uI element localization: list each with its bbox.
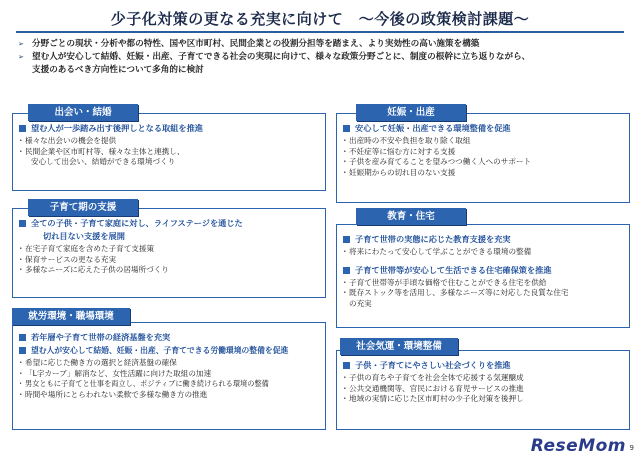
list-item: ・ 保育サービスの更なる充実	[17, 254, 117, 264]
square-bullet-icon	[19, 334, 26, 341]
intro-list	[12, 38, 628, 77]
arrow-marker-icon: ➢	[18, 53, 24, 61]
intro-text: 支援のあるべき方向性について多角的に検討	[32, 65, 204, 75]
intro-text: 分野ごとの現状・分析や都の特性、国や区市町村、民間企業との役割分担等を踏まえ、より実効性の高い施策を構築	[32, 39, 480, 49]
list-item: ・ 在宅子育て家庭を含めた子育て支援策	[17, 244, 155, 253]
section-label-ninshin: 妊娠・出産	[356, 104, 466, 121]
square-bullet-icon	[19, 347, 26, 354]
list-item: ・ 希望に応じた働き方の選択と経済基盤の確保	[17, 358, 177, 367]
list-item: ・ 時間や場所にとらわれない柔軟で多様な働き方の推進	[17, 389, 208, 399]
list-item: ・ 子育て世帯等が手頃な価格で住むことができる住宅を供給	[341, 277, 547, 287]
section-heading: 望む人が安心して結婚、妊娠・出産、子育てできる労働環境の整備を促進	[17, 345, 321, 356]
section-box-kyoiku	[336, 224, 630, 328]
section-label-shuro: 就労環境・職場環境	[12, 308, 130, 325]
list-item: ・ 男女ともに子育てと仕事を両立し、ポジティブに働き続けられる環境の整備	[17, 379, 269, 389]
list-item: ・ 様々な出会いの機会を提供	[17, 136, 117, 145]
section-heading: 子供・子育てにやさしい社会づくりを推進	[341, 360, 625, 371]
section-heading: 望む人が一歩踏み出す後押しとなる取組を推進	[17, 123, 321, 134]
title-rule	[16, 31, 624, 33]
section-heading: 全ての子供・子育て家庭に対し、ライフステージを通じた	[17, 218, 321, 229]
list-item: ・ 不妊症等に悩む方に対する支援	[341, 146, 456, 156]
page-number: 9	[629, 444, 634, 452]
list-item: ・ 「L字カーブ」解消など、女性活躍に向けた取組の加速	[17, 368, 212, 378]
list-item: ・ 子供の育ちや子育てを社会全体で応援する気運醸成	[341, 373, 524, 382]
section-heading: 子育て世帯の実態に応じた教育支援を充実	[341, 234, 625, 245]
list-item: ・ 公共交通機関等、官民における育児サービスの推進	[341, 383, 524, 393]
section-heading: 切れ目ない支援を展開	[43, 231, 125, 241]
section-label-kosodate: 子育て期の支援	[28, 199, 138, 216]
list-item: ・ 地域の実情に応じた区市町村の少子化対策を後押し	[341, 394, 524, 404]
section-heading: 子育て世帯等が安心して生活できる住宅確保策を推進	[341, 265, 625, 276]
section-box-shuro	[12, 322, 326, 430]
square-bullet-icon	[343, 267, 350, 274]
list-item: ・ 多様なニーズに応えた子供の居場所づくり	[17, 265, 169, 275]
square-bullet-icon	[19, 220, 26, 227]
resemom-logo: ReseMom	[530, 436, 626, 456]
list-item: ・ 既存ストック等を活用し、多様なニーズ等に対応した良質な住宅	[341, 288, 569, 298]
list-item: ・ 子供を産み育てることを望みつつ働く人へのサポート	[341, 157, 532, 167]
section-label-shakai: 社会気運・環境整備	[340, 338, 458, 355]
square-bullet-icon	[19, 125, 26, 132]
list-item: ・ 出産時の不安や負担を取り除く取組	[341, 136, 471, 145]
section-label-kyoiku: 教育・住宅	[356, 208, 466, 225]
intro-item	[12, 38, 628, 51]
list-item: ・ 民間企業や区市町村等、様々な主体と連携し、	[17, 146, 185, 156]
section-heading: 若年層や子育て世帯の経済基盤を充実	[17, 332, 321, 343]
square-bullet-icon	[343, 362, 350, 369]
arrow-marker-icon: ➢	[18, 40, 24, 48]
list-item: ・ 妊娠期からの切れ目のない支援	[341, 167, 456, 177]
square-bullet-icon	[343, 236, 350, 243]
list-item: ・ 将来にわたって安心して学ぶことができる環境の整備	[341, 247, 532, 256]
intro-item	[12, 51, 628, 77]
list-item: の充実	[349, 298, 372, 308]
section-box-shakai	[336, 350, 630, 430]
section-label-deai: 出会い・結婚	[28, 104, 138, 121]
intro-text: 望む人が安心して結婚、妊娠・出産、子育てできる社会の実現に向けて、様々な政策分野ごとに、制度の根幹に立ち返りながら、	[32, 52, 531, 62]
section-box-ninshin	[336, 113, 630, 203]
list-item: 安心して出会い、結婚ができる環境づくり	[31, 157, 176, 167]
section-heading: 安心して妊娠・出産できる環境整備を促進	[341, 123, 625, 134]
section-box-kosodate	[12, 208, 326, 298]
section-box-deai	[12, 113, 326, 191]
page-title: 少子化対策の更なる充実に向けて ～今後の政策検討課題～	[110, 10, 530, 28]
square-bullet-icon	[343, 125, 350, 132]
